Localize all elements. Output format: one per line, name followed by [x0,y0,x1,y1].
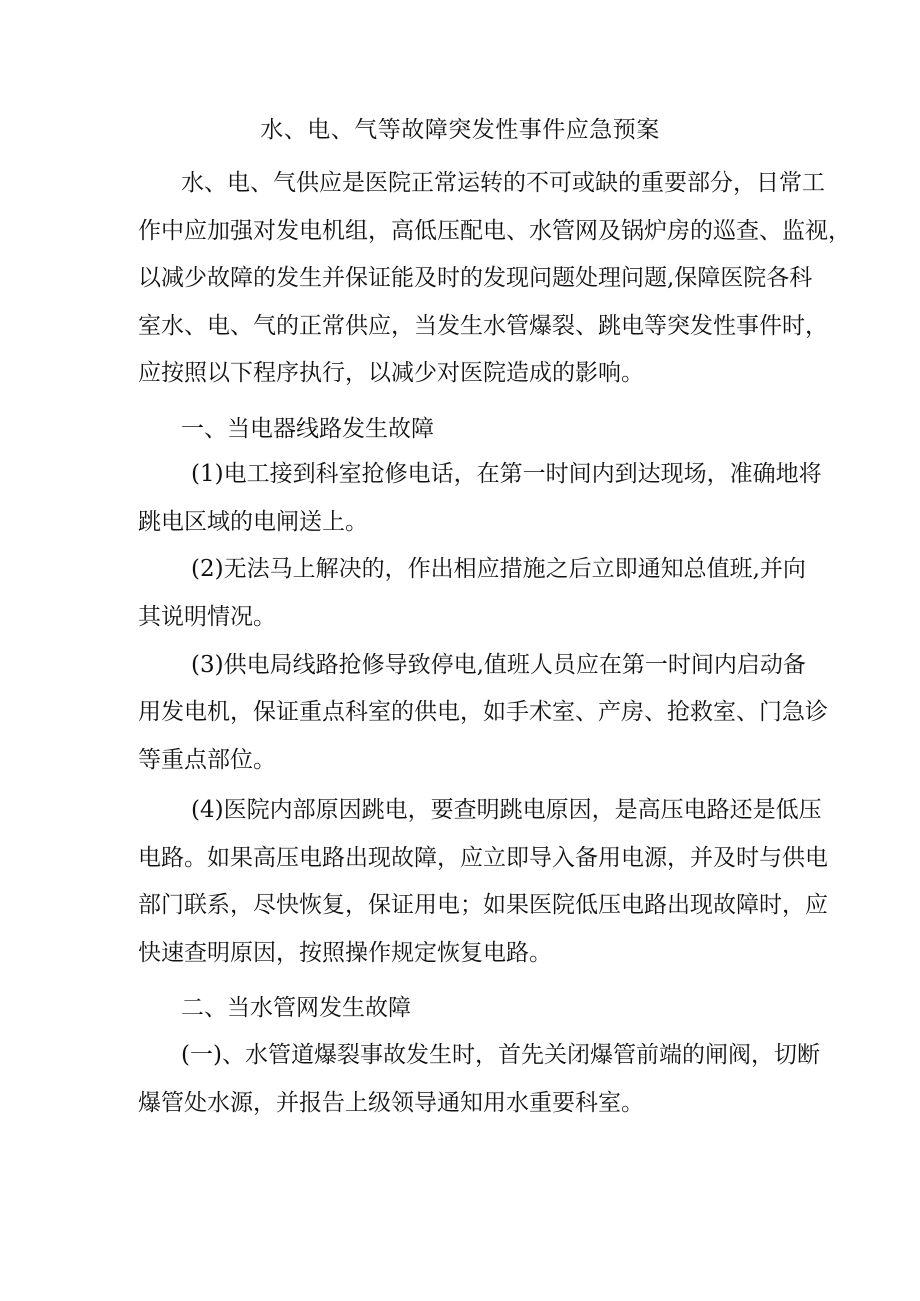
intro-line-1: 水、电、气供应是医院正常运转的不可或缺的重要部分，日常工 [181,170,825,196]
intro-line-3: 以减少故障的发生并保证能及时的发现问题处理问题,保障医院各科 [138,265,813,291]
section2-item1-line-2: 爆管处水源，并报告上级领导通知用水重要科室。 [138,1090,644,1116]
section1-heading: 一、当电器线路发生故障 [181,416,434,442]
section1-item1-line-2: 跳电区域的电闸送上。 [138,509,368,535]
section1-item4-line-1: (4)医院内部原因跳电，要查明跳电原因，是高压电路还是低压 [191,797,822,823]
section2-heading: 二、当水管网发生故障 [181,995,411,1021]
section1-item4-line-2: 电路。如果高压电路出现故障，应立即导入备用电源，并及时与供电 [138,845,828,871]
section1-item4-line-4: 快速查明原因，按照操作规定恢复电路。 [138,940,552,966]
section1-item2-line-1: (2)无法马上解决的，作出相应措施之后立即通知总值班,并向 [191,556,806,582]
intro-line-5: 应按照以下程序执行，以减少对医院造成的影响。 [138,360,644,386]
intro-line-4: 室水、电、气的正常供应，当发生水管爆裂、跳电等突发性事件时， [138,313,828,339]
section1-item3-line-2: 用发电机，保证重点科室的供电，如手术室、产房、抢救室、门急诊 [138,699,828,725]
section1-item2-line-2: 其说明情况。 [138,604,276,630]
document-title: 水、电、气等故障突发性事件应急预案 [260,117,660,143]
section1-item1-line-1: (1)电工接到科室抢修电话，在第一时间内到达现场，准确地将 [191,461,822,487]
section1-item3-line-1: (3)供电局线路抢修导致停电,值班人员应在第一时间内启动备 [191,652,806,678]
intro-line-2: 作中应加强对发电机组，高低压配电、水管网及锅炉房的巡查、监视， [138,218,851,244]
section2-item1-line-1: (一)、水管道爆裂事故发生时，首先关闭爆管前端的闸阀，切断 [181,1042,820,1068]
section1-item3-line-3: 等重点部位。 [138,747,276,773]
section1-item4-line-3: 部门联系，尽快恢复，保证用电；如果医院低压电路出现故障时，应 [138,892,828,918]
